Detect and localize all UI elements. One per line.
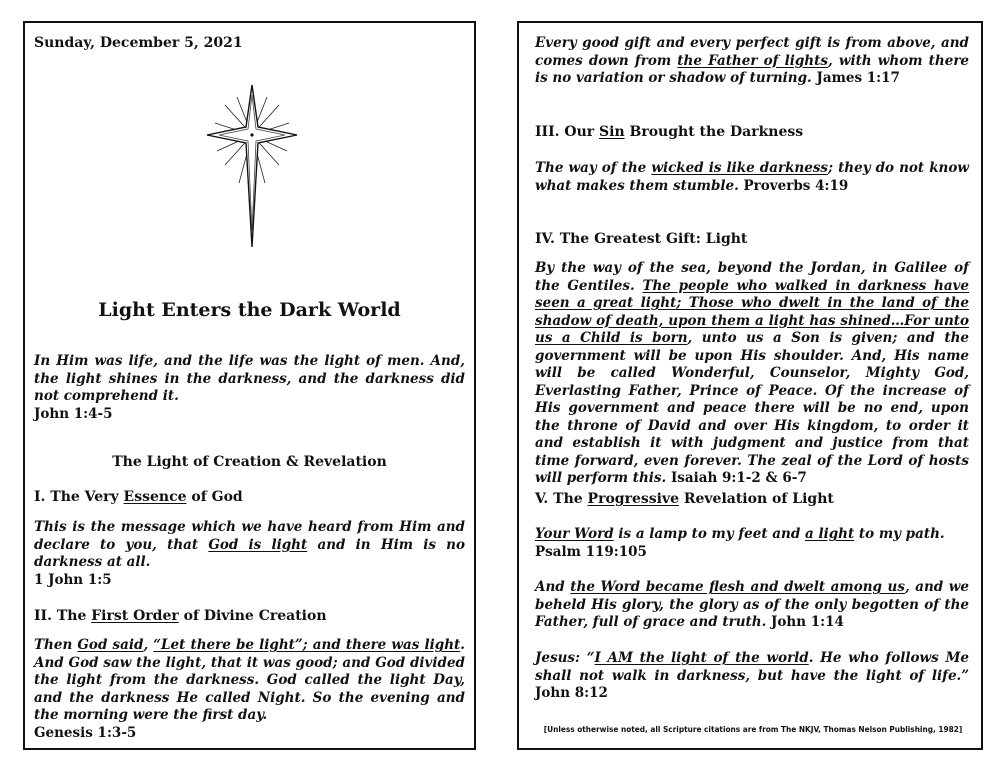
right-page [517,21,983,750]
verse-5c: Jesus: “I AM the light of the world. He who follows Me shall not walk in darkness, but have the light of life.” John 8:12 [535,650,969,701]
verse-5a: Your Word is a lamp to my feet and a light to my path. Psalm 119:105 [535,526,945,560]
verse-1: This is the message which we have heard from Him and declare to you, that God is light and in Him is no darkness at all. 1 John 1:5 [34,519,465,588]
verse-3: The way of the wicked is like darkness; they do not know what makes them stumble. Proverbs 4:19 [535,160,970,194]
verse-2: Then God said, “Let there be light”; and there was light. And God saw the light, that it was good; and God divided the light from the darkness. God called the light Day, and the darkness He called Night. So the evening and the morning were the first day. Genesis 1:3-5 [34,637,465,741]
heading-3: III. Our Sin Brought the Darkness [535,124,804,140]
heading-4: IV. The Greatest Gift: Light [535,231,748,247]
bethlehem-star-icon [205,83,299,249]
verse-4: By the way of the sea, beyond the Jordan, in Galilee of the Gentiles. The people who walked in darkness have seen a great light; Those who dwelt in the land of the shadow of death, upon them a light has shined…For unto us a Child is born, unto us a Son is given; and the government will be upon His shoulder. And, His name will be called Wonderful, Counselor, Mighty God, Everlasting Father, Prince of Peace. Of the increase of His government and peace there will be no end, upon the throne of David and over His kingdom, to order it and establish it with judgment and justice from that time forward, even forever. The zeal of the Lord of hosts will perform this. Isaiah 9:1-2 & 6-7 [535,260,970,486]
heading-2: II. The First Order of Divine Creation [34,608,327,624]
heading-5: V. The Progressive Revelation of Light [535,491,834,507]
section-title: The Light of Creation & Revelation [112,454,387,470]
verse-top: Every good gift and every perfect gift is from above, and comes down from the Father of lights, with whom there is no variation or shadow of turning. James 1:17 [535,35,970,86]
left-page [23,21,476,750]
verse-5b: And the Word became flesh and dwelt among us, and we beheld His glory, the glory as of the only begotten of the Father, full of grace and truth. John 1:14 [535,579,969,630]
date: Sunday, December 5, 2021 [34,35,243,51]
footnote: [Unless otherwise noted, all Scripture citations are from The NKJV, Thomas Nelson Publishing, 1982] [543,724,963,734]
heading-1: I. The Very Essence of God [34,489,243,505]
page-title: Light Enters the Dark World [98,299,401,321]
intro-verse: In Him was life, and the life was the light of men. And, the light shines in the darkness, and the darkness did not comprehend it. John 1:4-5 [34,353,465,422]
